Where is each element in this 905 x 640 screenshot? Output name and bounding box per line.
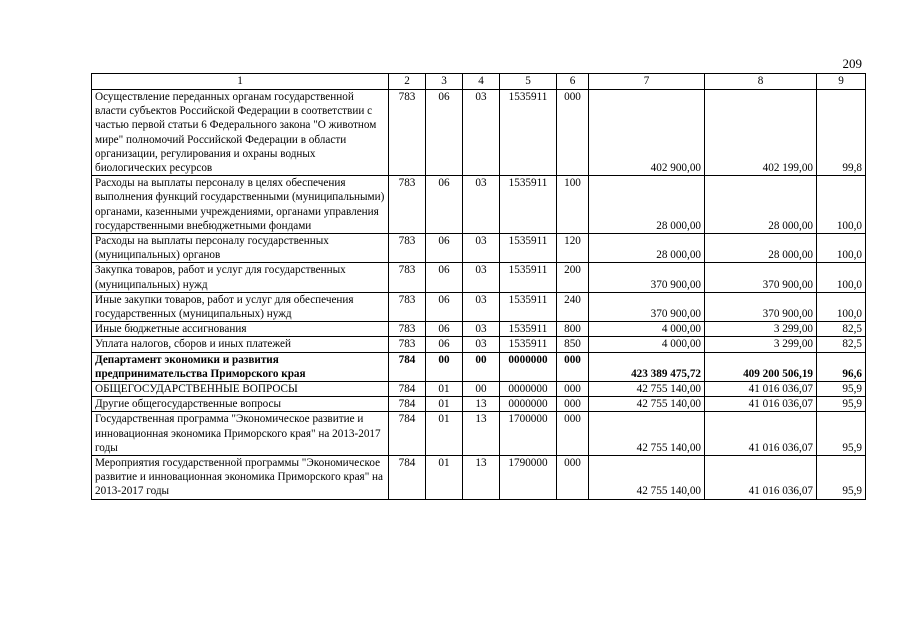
column-header: 9 — [817, 74, 866, 90]
table-row — [92, 352, 866, 381]
row-name-cell: Расходы на выплаты персоналу в целях обеспечения выполнения функций государственными (муниципальными) органами, казенными учреждениями, органами управления государственными внебюджетными фондами — [92, 176, 389, 234]
code-cell: 1790000 — [500, 456, 557, 500]
amount-cell: 370 900,00 — [589, 292, 705, 321]
code-cell: 783 — [389, 337, 426, 352]
amount-cell: 3 299,00 — [705, 322, 817, 337]
row-name-cell: Осуществление переданных органам государственной власти субъектов Российской Федерации в соответствии с частью первой статьи 6 Федерального закона "О животном мире" полномочий Российской Федерации в области организации, регулирования и охраны водных биологических ресурсов — [92, 90, 389, 176]
percent-cell: 99,8 — [817, 90, 866, 176]
column-header: 7 — [589, 74, 705, 90]
code-cell: 01 — [426, 397, 463, 412]
row-name-cell: Уплата налогов, сборов и иных платежей — [92, 337, 389, 352]
amount-cell: 28 000,00 — [589, 234, 705, 263]
percent-cell: 100,0 — [817, 292, 866, 321]
amount-cell: 4 000,00 — [589, 337, 705, 352]
code-cell: 06 — [426, 234, 463, 263]
amount-cell: 42 755 140,00 — [589, 397, 705, 412]
amount-cell: 28 000,00 — [589, 176, 705, 234]
code-cell: 000 — [557, 456, 589, 500]
table-header-row — [92, 74, 866, 90]
code-cell: 1535911 — [500, 234, 557, 263]
code-cell: 784 — [389, 382, 426, 397]
code-cell: 03 — [463, 234, 500, 263]
percent-cell: 96,6 — [817, 352, 866, 381]
row-name-cell: Другие общегосударственные вопросы — [92, 397, 389, 412]
table-row — [92, 337, 866, 352]
amount-cell: 41 016 036,07 — [705, 456, 817, 500]
budget-table — [91, 73, 866, 500]
code-cell: 1535911 — [500, 337, 557, 352]
column-header: 8 — [705, 74, 817, 90]
percent-cell: 100,0 — [817, 234, 866, 263]
code-cell: 783 — [389, 263, 426, 292]
table-row — [92, 397, 866, 412]
code-cell: 1535911 — [500, 322, 557, 337]
code-cell: 06 — [426, 337, 463, 352]
percent-cell: 95,9 — [817, 412, 866, 456]
row-name-cell: Расходы на выплаты персоналу государственных (муниципальных) органов — [92, 234, 389, 263]
code-cell: 00 — [463, 382, 500, 397]
amount-cell: 42 755 140,00 — [589, 412, 705, 456]
percent-cell: 82,5 — [817, 322, 866, 337]
code-cell: 13 — [463, 397, 500, 412]
code-cell: 784 — [389, 456, 426, 500]
amount-cell: 423 389 475,72 — [589, 352, 705, 381]
code-cell: 100 — [557, 176, 589, 234]
table-row — [92, 176, 866, 234]
table-row — [92, 412, 866, 456]
code-cell: 06 — [426, 176, 463, 234]
amount-cell: 409 200 506,19 — [705, 352, 817, 381]
code-cell: 03 — [463, 263, 500, 292]
code-cell: 03 — [463, 176, 500, 234]
code-cell: 783 — [389, 90, 426, 176]
code-cell: 200 — [557, 263, 589, 292]
percent-cell: 82,5 — [817, 337, 866, 352]
table-row — [92, 382, 866, 397]
amount-cell: 28 000,00 — [705, 176, 817, 234]
amount-cell: 370 900,00 — [705, 292, 817, 321]
table-row — [92, 292, 866, 321]
table-row — [92, 456, 866, 500]
code-cell: 00 — [463, 352, 500, 381]
page-number: 209 — [842, 56, 862, 71]
amount-cell: 41 016 036,07 — [705, 412, 817, 456]
code-cell: 06 — [426, 292, 463, 321]
amount-cell: 370 900,00 — [705, 263, 817, 292]
amount-cell: 41 016 036,07 — [705, 397, 817, 412]
percent-cell: 95,9 — [817, 382, 866, 397]
column-header: 6 — [557, 74, 589, 90]
code-cell: 783 — [389, 322, 426, 337]
code-cell: 1535911 — [500, 176, 557, 234]
row-name-cell: Государственная программа "Экономическое развитие и инновационная экономика Приморского края" на 2013-2017 годы — [92, 412, 389, 456]
code-cell: 01 — [426, 456, 463, 500]
code-cell: 120 — [557, 234, 589, 263]
code-cell: 0000000 — [500, 352, 557, 381]
code-cell: 06 — [426, 263, 463, 292]
amount-cell: 4 000,00 — [589, 322, 705, 337]
percent-cell: 100,0 — [817, 263, 866, 292]
code-cell: 06 — [426, 90, 463, 176]
row-name-cell: ОБЩЕГОСУДАРСТВЕННЫЕ ВОПРОСЫ — [92, 382, 389, 397]
row-name-cell: Мероприятия государственной программы "Экономическое развитие и инновационная экономика Приморского края" на 2013-2017 годы — [92, 456, 389, 500]
code-cell: 000 — [557, 382, 589, 397]
percent-cell: 100,0 — [817, 176, 866, 234]
amount-cell: 42 755 140,00 — [589, 456, 705, 500]
code-cell: 0000000 — [500, 397, 557, 412]
row-name-cell: Закупка товаров, работ и услуг для государственных (муниципальных) нужд — [92, 263, 389, 292]
code-cell: 01 — [426, 412, 463, 456]
column-header: 1 — [92, 74, 389, 90]
table-row — [92, 263, 866, 292]
code-cell: 000 — [557, 412, 589, 456]
code-cell: 850 — [557, 337, 589, 352]
code-cell: 1535911 — [500, 292, 557, 321]
amount-cell: 28 000,00 — [705, 234, 817, 263]
code-cell: 13 — [463, 412, 500, 456]
table-row — [92, 234, 866, 263]
column-header: 2 — [389, 74, 426, 90]
amount-cell: 42 755 140,00 — [589, 382, 705, 397]
column-header: 5 — [500, 74, 557, 90]
code-cell: 03 — [463, 90, 500, 176]
percent-cell: 95,9 — [817, 456, 866, 500]
column-header: 4 — [463, 74, 500, 90]
table-row — [92, 90, 866, 176]
amount-cell: 370 900,00 — [589, 263, 705, 292]
amount-cell: 41 016 036,07 — [705, 382, 817, 397]
code-cell: 0000000 — [500, 382, 557, 397]
row-name-cell: Иные бюджетные ассигнования — [92, 322, 389, 337]
code-cell: 00 — [426, 352, 463, 381]
code-cell: 800 — [557, 322, 589, 337]
code-cell: 13 — [463, 456, 500, 500]
code-cell: 240 — [557, 292, 589, 321]
row-name-cell: Иные закупки товаров, работ и услуг для обеспечения государственных (муниципальных) нужд — [92, 292, 389, 321]
row-name-cell: Департамент экономики и развития предпринимательства Приморского края — [92, 352, 389, 381]
code-cell: 1535911 — [500, 263, 557, 292]
code-cell: 01 — [426, 382, 463, 397]
code-cell: 783 — [389, 292, 426, 321]
code-cell: 000 — [557, 397, 589, 412]
code-cell: 03 — [463, 292, 500, 321]
code-cell: 03 — [463, 337, 500, 352]
code-cell: 000 — [557, 90, 589, 176]
code-cell: 783 — [389, 234, 426, 263]
code-cell: 1535911 — [500, 90, 557, 176]
code-cell: 784 — [389, 412, 426, 456]
code-cell: 000 — [557, 352, 589, 381]
amount-cell: 3 299,00 — [705, 337, 817, 352]
column-header: 3 — [426, 74, 463, 90]
table-row — [92, 322, 866, 337]
amount-cell: 402 199,00 — [705, 90, 817, 176]
code-cell: 1700000 — [500, 412, 557, 456]
code-cell: 06 — [426, 322, 463, 337]
percent-cell: 95,9 — [817, 397, 866, 412]
code-cell: 784 — [389, 352, 426, 381]
code-cell: 784 — [389, 397, 426, 412]
code-cell: 03 — [463, 322, 500, 337]
amount-cell: 402 900,00 — [589, 90, 705, 176]
code-cell: 783 — [389, 176, 426, 234]
